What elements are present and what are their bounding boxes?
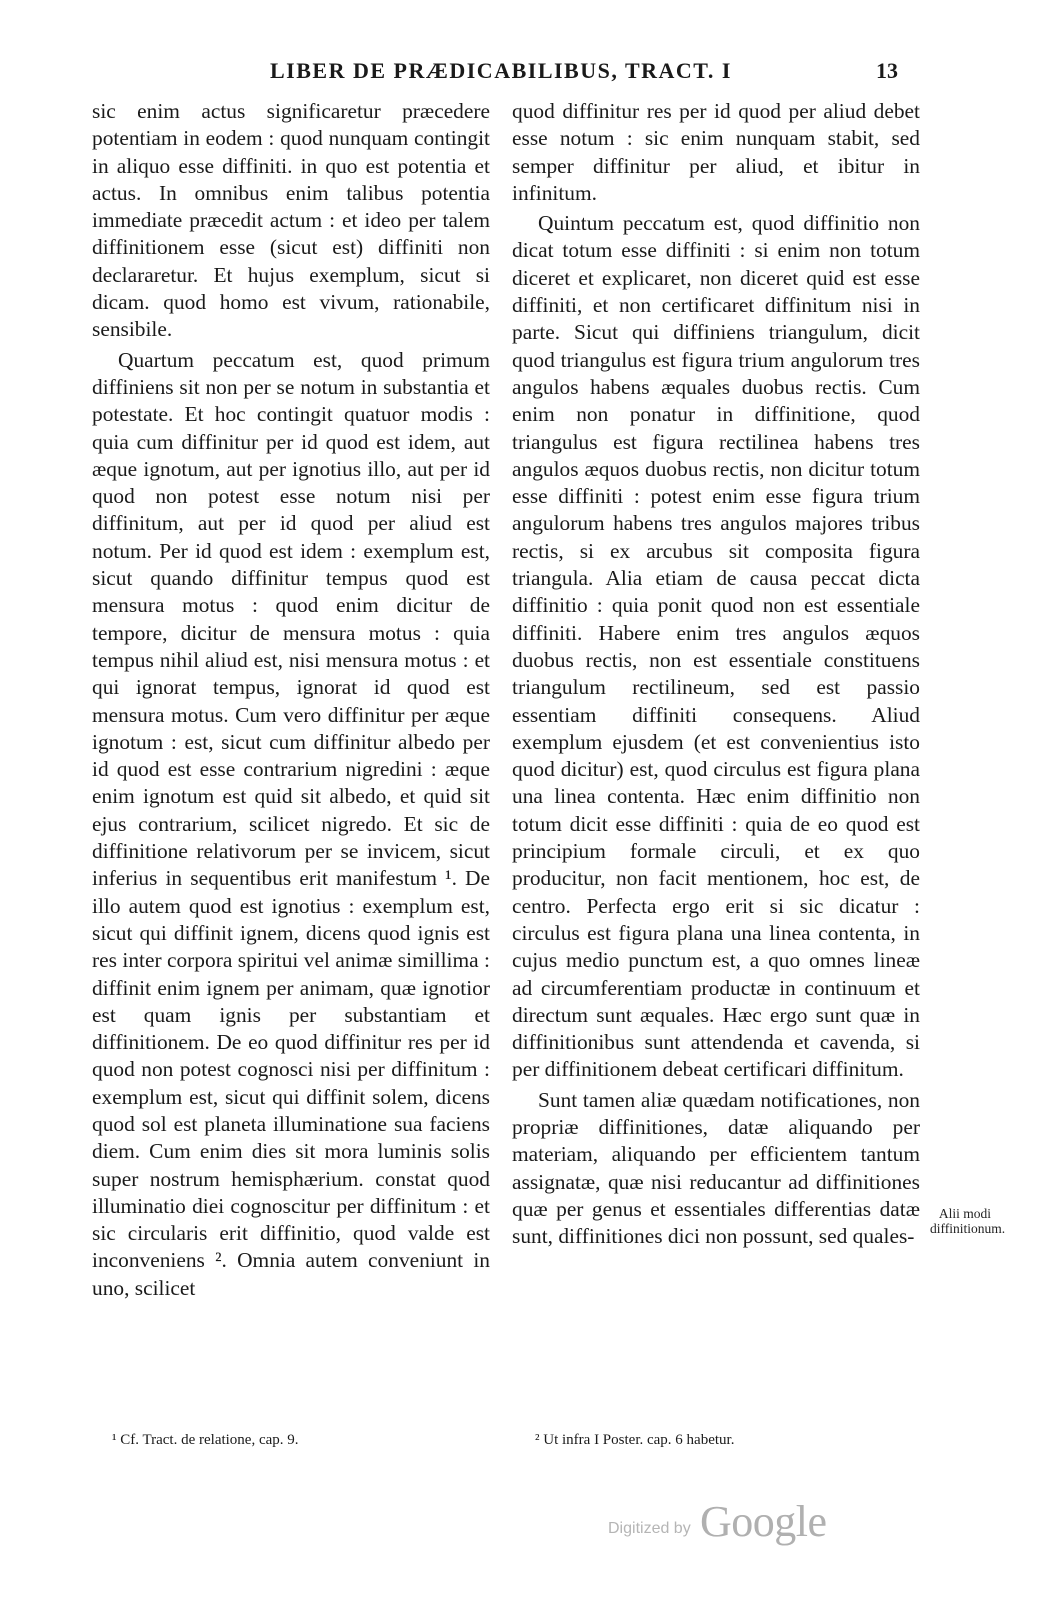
paragraph-continued: sic enim actus significaretur præcedere potentiam in eodem : quod nunquam contingit in aliquo esse diffiniti. in quo est potentia et actus. In omnibus enim talibus potentia immediate præcedit actum : et ideo per talem diffinitionem esse (sicut est) diffiniti non declararetur. Et hujus exemplum, sicut si dicam. quod homo est vivum, rationabile, sensibile.	[92, 99, 490, 342]
page-number: 13	[876, 58, 898, 83]
margin-note: Alii modi diffinitionum.	[930, 1206, 1006, 1236]
paragraph-notificationes: Sunt tamen aliæ quædam notificationes, non propriæ diffinitiones, datæ aliquando per materiam, aliquando per efficientem tantum assignatæ, quæ nisi reducantur ad diffinitiones quæ per genus et essentiales differentias datæ sunt, diffinitiones dici non possunt, sed quales-	[512, 1087, 920, 1249]
footnote-1: ¹ Cf. Tract. de relatione, cap. 9.	[112, 1432, 299, 1448]
paragraph-continued-right: quod diffinitur res per id quod per aliud debet esse notum : sic enim nunquam stabit, sed semper diffinitur per aliud, et ibitur in infinitum.	[512, 99, 920, 205]
running-header	[0, 50, 1048, 90]
right-column	[512, 98, 920, 1253]
watermark-prefix: Digitized by	[608, 1520, 691, 1537]
paragraph-quartum-peccatum: Quartum peccatum est, quod primum diffiniens sit non per se notum in substantia et potestate. Et hoc contingit quatuor modis : quia cum diffinitur per id quod est idem, aut æque ignotum, aut per ignotius illo, aut per id quod non potest esse notum nisi per diffinitum, aut per id quod per aliud est notum. Per id quod est idem : exemplum est, sicut quando diffinitur tempus quod est mensura motus : quod enim dicitur de tempore, dicitur de mensura motus : quia tempus nihil aliud est, nisi mensura motus : et qui ignorat tempus, ignorat id quod est mensura motus. Cum vero diffinitur per æque ignotum : est, sicut cum diffinitur albedo per id quod est esse contrarium nigredini : æque enim ignotum est quid sit albedo, et quid sit ejus contrarium, scilicet nigredo. Et sic de diffinitione relativorum per se invicem, sicut inferius in sequentibus erit manifestum ¹. De illo autem quod est ignotius : exemplum est, sicut qui diffinit ignem, dicens quod ignis est res inter corpora spiritui vel animæ simillima : diffinit enim ignem per animam, quæ ignotior est quam ignis per substantiam et diffinitionem. De eo quod diffinitur res per id quod non potest cognosci nisi per diffinitum : exemplum est, sicut qui diffinit solem, dicens quod sol est planeta illuminatione sua faciens diem. Cum enim dies sit mora luminis solis super nostrum hemisphærium. constat quod illuminatio diei cognoscitur per diffinitum : et sic circularis erit diffinitio, quod valde est inconveniens ². Omnia autem conveniunt in uno, scilicet	[92, 347, 490, 1300]
running-title: LIBER DE PRÆDICABILIBUS, TRACT. I	[270, 58, 732, 83]
left-column	[92, 98, 490, 1305]
paragraph-quintum-peccatum: Quintum peccatum est, quod diffinitio non dicat totum esse diffiniti : si enim non totum diceret et explicaret, non diceret quid est esse diffiniti, et non certificaret diffinitum nisi in parte. Sicut qui diffiniens triangulum, dicit quod triangulus est figura trium angulorum tres angulos habens æquales duobus rectis. Cum enim non ponatur in diffinitione, quod triangulus est figura rectilinea habens tres angulos æquos duobus rectis, non dicitur totum esse diffiniti : potest enim esse figura trium angulorum habens tres angulos majores tribus rectis, si ex arcubus sit composita figura triangula. Alia etiam de causa peccat dicta diffinitio : quia ponit quod non est essentiale diffiniti. Habere enim tres angulos æquos duobus rectis, non est essentiale constituens triangulum rectilineum, sed est passio essentiam diffiniti consequens. Aliud exemplum ejusdem (et est convenientius isto quod dicitur) est, quod circulus est figura plana una linea contenta. Hæc enim diffinitio non totum dicit esse diffiniti : quia de eo quod est principium formale circuli, et ex quo producitur, non facit mentionem, hoc est, de centro. Perfecta ergo erit si sic dicatur : circulus est figura plana una linea contenta, in cujus medio punctum est, a quo omnes lineæ ad circumferentiam productæ in continuum et directum sunt æquales. Hæc ergo sunt quæ in diffinitionibus sunt attendenda et cavenda, si per diffinitionem debeat certificari diffinitum.	[512, 211, 920, 1082]
footnote-2: ² Ut infra I Poster. cap. 6 habetur.	[535, 1432, 735, 1448]
google-logo: Google	[700, 1497, 827, 1546]
